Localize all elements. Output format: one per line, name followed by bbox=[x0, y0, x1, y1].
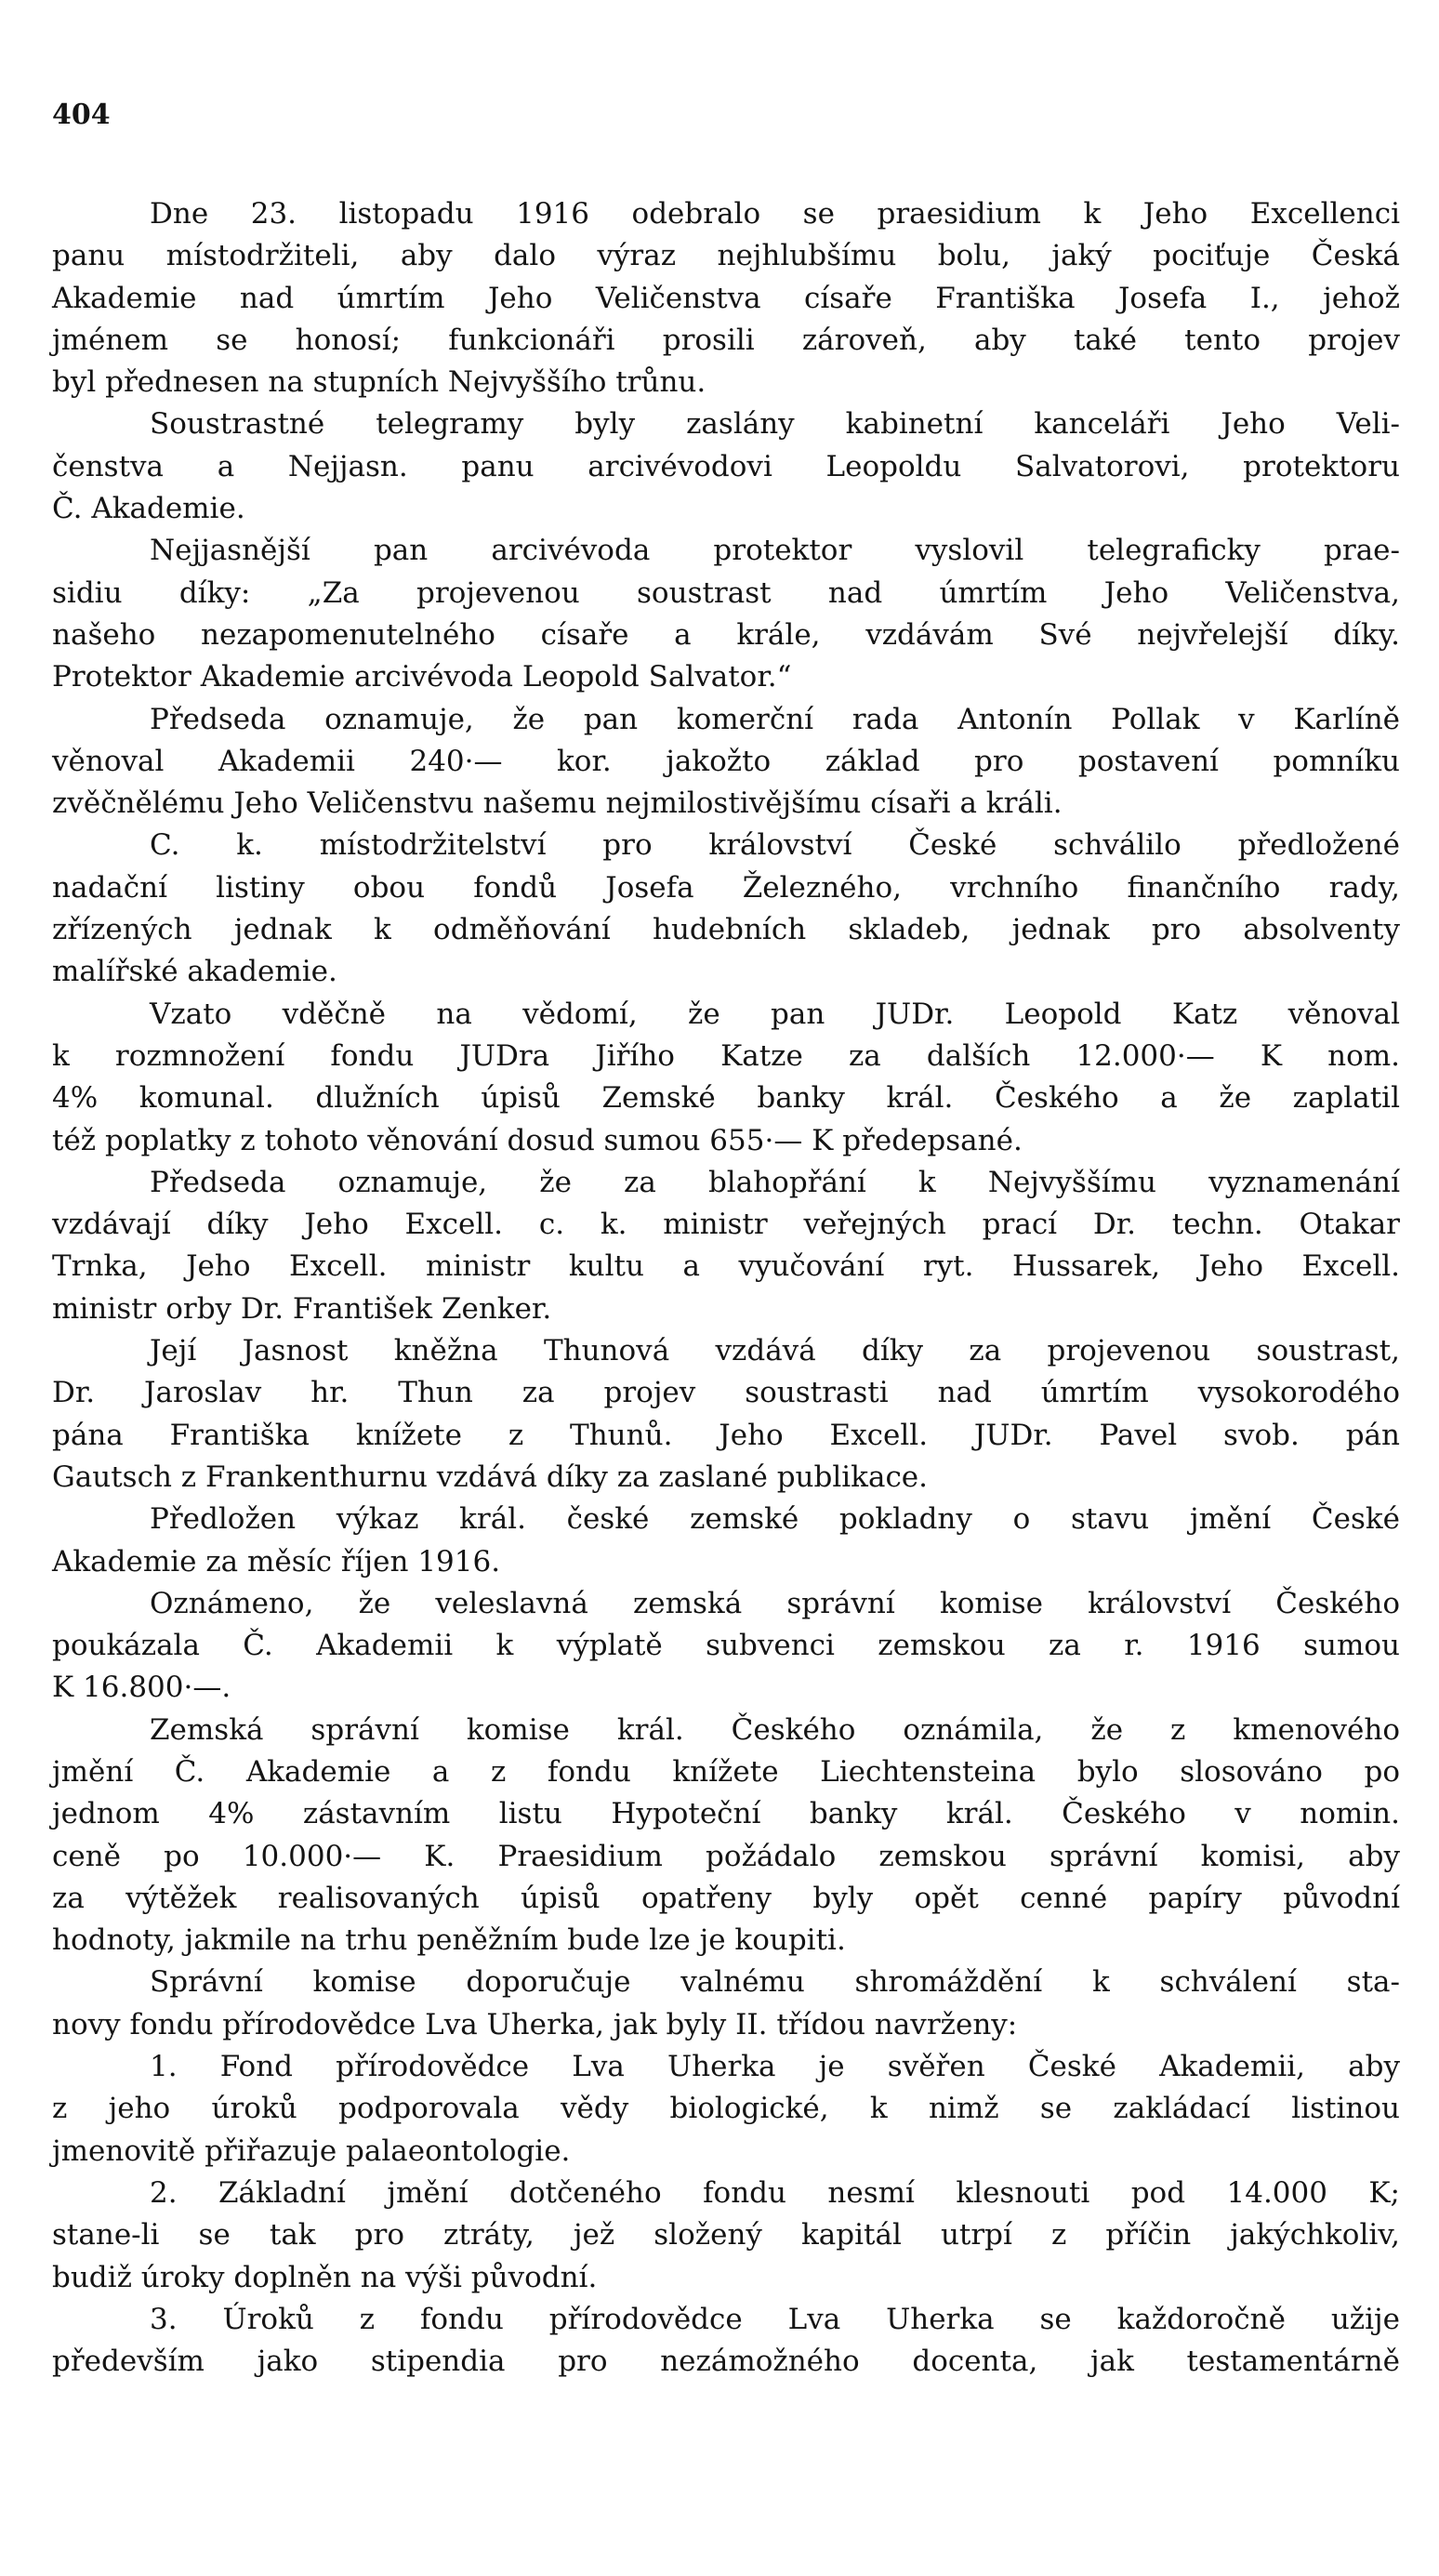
text-line: K 16.800·—. bbox=[52, 1671, 231, 1705]
text-line: 4% komunal. dlužních úpisů Zemské banky král. Českého a že zaplatil bbox=[52, 1081, 1400, 1116]
text-line: Předseda oznamuje, že za blahopřání k Nejvyššímu vyznamenání bbox=[150, 1165, 1400, 1199]
text-line: zvěčnělému Jeho Veličenstvu našemu nejmilostivějšímu císaři a králi. bbox=[52, 786, 1063, 821]
text-line: zřízených jednak k odměňování hudebních skladeb, jednak pro absolventy bbox=[52, 913, 1400, 947]
text-line: byl přednesen na stupních Nejvyššího trůnu. bbox=[52, 365, 706, 400]
text-line: za výtěžek realisovaných úpisů opatřeny byly opět cenné papíry původní bbox=[52, 1881, 1400, 1915]
text-line: k rozmnožení fondu JUDra Jiřího Katze za dalších 12.000·— K nom. bbox=[52, 1038, 1400, 1073]
text-line: Soustrastné telegramy byly zaslány kabinetní kanceláři Jeho Veli- bbox=[150, 407, 1400, 442]
text-line: sidiu díky: „Za projevenou soustrast nad úmrtím Jeho Veličenstva, bbox=[52, 575, 1400, 610]
text-line: především jako stipendia pro nezámožného docenta, jak testamentárně bbox=[52, 2345, 1400, 2379]
page-number: 404 bbox=[52, 99, 111, 131]
text-line: ministr orby Dr. František Zenker. bbox=[52, 1291, 552, 1326]
text-line: Gautsch z Frankenthurnu vzdává díky za zaslané publikace. bbox=[52, 1460, 929, 1494]
text-line: Dne 23. listopadu 1916 odebralo se praesidium k Jeho Excellenci bbox=[150, 197, 1400, 231]
text-line: hodnoty, jakmile na trhu peněžním bude lze je koupiti. bbox=[52, 1923, 846, 1958]
text-line: Její Jasnost kněžna Thunová vzdává díky za projevenou soustrast, bbox=[150, 1334, 1400, 1368]
text-line: Akademie nad úmrtím Jeho Veličenstva císaře Františka Josefa I., jehož bbox=[52, 281, 1400, 315]
body-text bbox=[52, 193, 1400, 2383]
text-line: z jeho úroků podporovala vědy biologické, k nimž se zakládací listinou bbox=[52, 2092, 1400, 2126]
text-line: Správní komise doporučuje valnému shromáždění k schválení sta- bbox=[150, 1965, 1400, 2000]
text-line: jmění Č. Akademie a z fondu knížete Liechtensteina bylo slosováno po bbox=[52, 1754, 1400, 1789]
text-line: Č. Akademie. bbox=[52, 492, 245, 526]
text-line: pána Františka knížete z Thunů. Jeho Excell. JUDr. Pavel svob. pán bbox=[52, 1418, 1400, 1452]
text-line: Předložen výkaz král. české zemské pokladny o stavu jmění České bbox=[150, 1502, 1400, 1537]
text-line: nadační listiny obou fondů Josefa Železného, vrchního finančního rady, bbox=[52, 870, 1400, 905]
text-line: stane-li se tak pro ztráty, jež složený kapitál utrpí z příčin jakýchkoliv, bbox=[52, 2218, 1400, 2252]
text-line: čenstva a Nejjasn. panu arcivévodovi Leopoldu Salvatorovi, protektoru bbox=[52, 449, 1400, 483]
text-line: Protektor Akademie arcivévoda Leopold Salvator.“ bbox=[52, 660, 792, 694]
text-line: budiž úroky doplněn na výši původní. bbox=[52, 2260, 598, 2294]
text-line: jednom 4% zástavním listu Hypoteční banky král. Českého v nomin. bbox=[52, 1797, 1400, 1831]
text-line: Nejjasnější pan arcivévoda protektor vyslovil telegraficky prae- bbox=[150, 534, 1400, 568]
text-line: Dr. Jaroslav hr. Thun za projev soustrasti nad úmrtím vysokorodého bbox=[52, 1376, 1400, 1410]
text-line: ceně po 10.000·— K. Praesidium požádalo zemskou správní komisi, aby bbox=[52, 1839, 1400, 1873]
text-line: našeho nezapomenutelného císaře a krále, vzdávám Své nejvřelejší díky. bbox=[52, 617, 1400, 652]
text-line: malířské akademie. bbox=[52, 955, 337, 989]
text-line: Předseda oznamuje, že pan komerční rada Antonín Pollak v Karlíně bbox=[150, 702, 1400, 736]
text-line: Zemská správní komise král. Českého oznámila, že z kmenového bbox=[150, 1712, 1400, 1747]
text-line: Akademie za měsíc říjen 1916. bbox=[52, 1544, 501, 1579]
text-line: 3. Úroků z fondu přírodovědce Lva Uherka se každoročně užije bbox=[150, 2302, 1400, 2336]
text-line: C. k. místodržitelství pro království České schválilo předložené bbox=[150, 828, 1400, 863]
text-line: též poplatky z tohoto věnování dosud sumou 655·— K předepsané. bbox=[52, 1123, 1023, 1157]
text-line: 2. Základní jmění dotčeného fondu nesmí klesnouti pod 14.000 K; bbox=[150, 2175, 1400, 2210]
text-line: jmenovitě přiřazuje palaeontologie. bbox=[52, 2133, 571, 2168]
text-line: Oznámeno, že veleslavná zemská správní komise království Českého bbox=[150, 1586, 1400, 1620]
text-line: jménem se honosí; funkcionáři prosili zároveň, aby také tento projev bbox=[52, 323, 1400, 357]
text-line: Trnka, Jeho Excell. ministr kultu a vyučování ryt. Hussarek, Jeho Excell. bbox=[52, 1249, 1400, 1284]
text-line: Vzato vděčně na vědomí, že pan JUDr. Leopold Katz věnoval bbox=[150, 997, 1400, 1031]
text-line: vzdávají díky Jeho Excell. c. k. ministr veřejných prací Dr. techn. Otakar bbox=[52, 1208, 1400, 1242]
text-line: věnoval Akademii 240·— kor. jakožto základ pro postavení pomníku bbox=[52, 744, 1400, 778]
text-line: panu místodržiteli, aby dalo výraz nejhlubšímu bolu, jaký pociťuje Česká bbox=[52, 239, 1400, 273]
text-line: 1. Fond přírodovědce Lva Uherka je svěřen České Akademii, aby bbox=[150, 2050, 1400, 2084]
text-line: novy fondu přírodovědce Lva Uherka, jak byly II. třídou navrženy: bbox=[52, 2007, 1018, 2041]
text-line: poukázala Č. Akademii k výplatě subvenci zemskou za r. 1916 sumou bbox=[52, 1629, 1400, 1663]
